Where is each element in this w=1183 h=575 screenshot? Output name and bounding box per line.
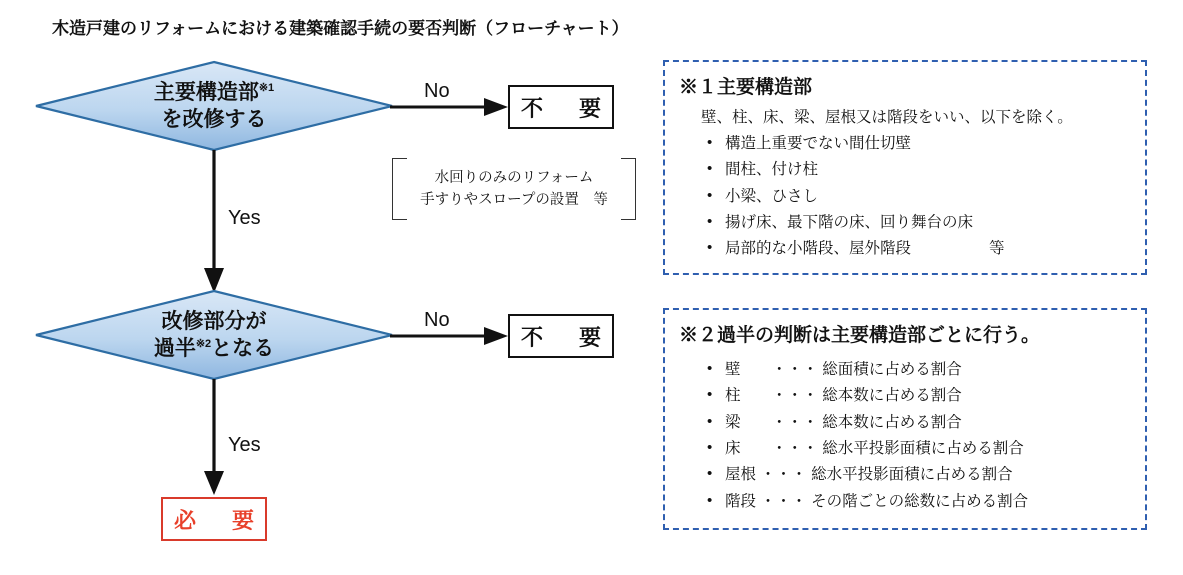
bracket-note-line2: 手すりやスロープの設置 等 <box>420 192 608 208</box>
panel2-title: ※２過半の判断は主要構造部ごとに行う。 <box>679 325 1041 346</box>
outcome-box-required: 必 要 <box>161 497 267 541</box>
node1-sup: ※1 <box>258 81 275 94</box>
list-item: • 小梁、ひさし <box>705 184 1145 210</box>
list-item: • 柱 ・・・ 総本数に占める割合 <box>705 383 1145 409</box>
panel1-trailing-label: 等 <box>989 240 1005 258</box>
list-item: • 床 ・・・ 総水平投影面積に占める割合 <box>705 436 1145 462</box>
list-item: • 間柱、付け柱 <box>705 157 1145 183</box>
arrow-node1-to-no <box>390 82 510 122</box>
note-panel-majority-judgement <box>663 308 1147 530</box>
edge-label-yes-1: Yes <box>228 207 261 229</box>
node2-line1: 改修部分が <box>161 309 267 333</box>
list-item: • 構造上重要でない間仕切壁 <box>705 131 1145 157</box>
node1-line1: 主要構造部 <box>153 80 259 104</box>
list-item: • 階段 ・・・ その階ごとの総数に占める割合 <box>705 489 1145 515</box>
edge-label-no-2: No <box>424 309 450 331</box>
bracket-note-examples <box>392 158 636 220</box>
list-item: • 屋根 ・・・ 総水平投影面積に占める割合 <box>705 462 1145 488</box>
decision-node-1-label <box>34 60 394 152</box>
list-item: • 壁 ・・・ 総面積に占める割合 <box>705 357 1145 383</box>
node2-line2-b: となる <box>211 337 275 360</box>
panel1-list <box>665 131 1145 263</box>
panel2-list <box>665 357 1145 515</box>
node1-line2: を改修する <box>161 108 267 131</box>
arrow-node2-to-no <box>390 311 510 351</box>
list-item <box>705 236 1145 262</box>
node2-line2-a: 過半 <box>153 337 196 360</box>
decision-node-2-label <box>34 289 394 381</box>
list-item: • 梁 ・・・ 総本数に占める割合 <box>705 410 1145 436</box>
decision-node-structural-parts <box>34 60 394 152</box>
panel1-subtitle: 壁、柱、床、梁、屋根又は階段をいい、以下を除く。 <box>701 109 1073 126</box>
page-title: 木造戸建のリフォームにおける建築確認手続の要否判断（フローチャート） <box>52 19 629 38</box>
note-panel-structural-parts <box>663 60 1147 275</box>
decision-node-majority <box>34 289 394 381</box>
panel1-title: ※１主要構造部 <box>679 77 813 98</box>
outcome-box-not-required-2: 不 要 <box>508 314 614 358</box>
edge-label-no-1: No <box>424 80 450 102</box>
list-item: • 揚げ床、最下階の床、回り舞台の床 <box>705 210 1145 236</box>
node2-sup: ※2 <box>195 338 212 350</box>
panel1-last-item-text: 局部的な小階段、屋外階段 <box>725 240 912 258</box>
edge-label-yes-2: Yes <box>228 434 261 456</box>
bracket-note-line1: 水回りのみのリフォーム <box>434 169 594 186</box>
outcome-box-not-required-1: 不 要 <box>508 85 614 129</box>
